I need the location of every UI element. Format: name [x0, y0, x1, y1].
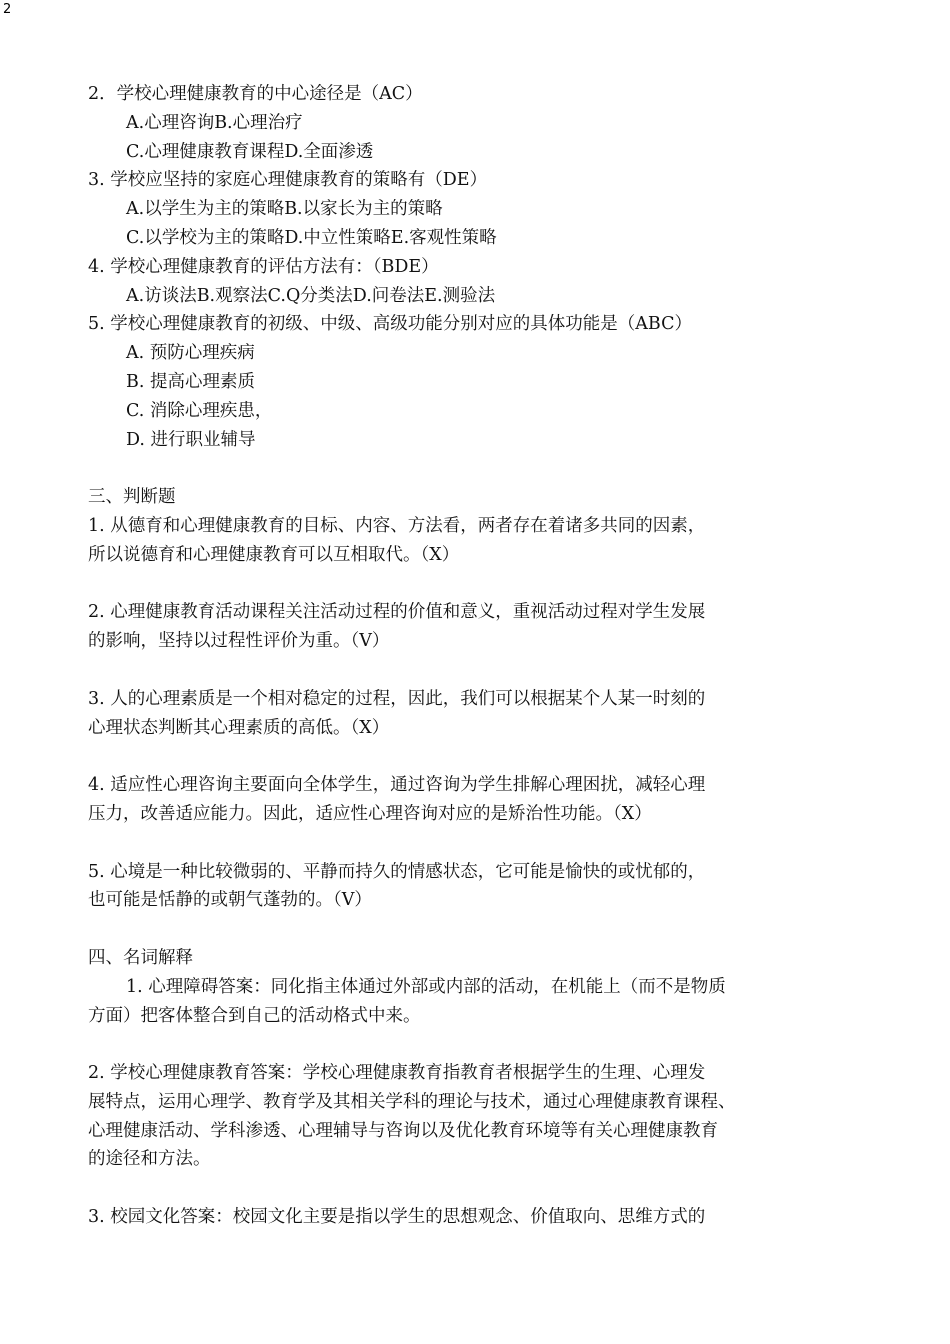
tf-item-2-line: 2. 心理健康教育活动课程关注活动过程的价值和意义，重视活动过程对学生发展 — [88, 602, 706, 623]
question-3-option-line: C.以学校为主的策略D.中立性策略E.客观性策略 — [126, 227, 497, 248]
tf-item-5-line: 5. 心境是一种比较微弱的、平静而持久的情感状态，它可能是愉快的或忧郁的， — [88, 861, 706, 882]
tf-item-4-line: 压力，改善适应能力。因此，适应性心理咨询对应的是矫治性功能。（X） — [88, 803, 652, 824]
spacer — [88, 570, 788, 599]
tf-item-1-line: 1. 从德育和心理健康教育的目标、内容、方法看，两者存在着诸多共同的因素， — [88, 515, 706, 536]
spacer — [88, 1030, 788, 1059]
question-4-option-line: A.访谈法B.观察法C.Q分类法D.问卷法E.测验法 — [126, 285, 496, 306]
tf-item-4-line: 4. 适应性心理咨询主要面向全体学生，通过咨询为学生排解心理困扰，减轻心理 — [88, 775, 706, 796]
spacer — [88, 1174, 788, 1203]
spacer — [88, 915, 788, 944]
tf-item-3-line: 3. 人的心理素质是一个相对稳定的过程，因此，我们可以根据某个人某一时刻的 — [88, 688, 706, 709]
definition-2-line: 展特点，运用心理学、教育学及其相关学科的理论与技术，通过心理健康教育课程、 — [88, 1091, 736, 1112]
question-5-stem: 5. 学校心理健康教育的初级、中级、高级功能分别对应的具体功能是（ABC） — [88, 314, 692, 335]
definition-2-line: 心理健康活动、学科渗透、心理辅导与咨询以及优化教育环境等有关心理健康教育 — [88, 1120, 718, 1141]
question-3-option-line: A.以学生为主的策略B.以家长为主的策略 — [126, 199, 443, 220]
tf-item-1-line: 所以说德育和心理健康教育可以互相取代。（X） — [88, 544, 460, 565]
page-number: 2 — [3, 2, 12, 17]
definition-1-line: 方面）把客体整合到自己的活动格式中来。 — [88, 1005, 421, 1026]
question-4-stem: 4. 学校心理健康教育的评估方法有：（BDE） — [88, 256, 439, 277]
spacer — [88, 656, 788, 685]
question-3-stem: 3. 学校应坚持的家庭心理健康教育的策略有（DE） — [88, 170, 488, 191]
spacer — [88, 742, 788, 771]
definition-2-line: 2. 学校心理健康教育答案：学校心理健康教育指教育者根据学生的生理、心理发 — [88, 1063, 706, 1084]
spacer — [88, 454, 788, 483]
question-5-option: C. 消除心理疾患， — [126, 400, 273, 421]
tf-item-5-line: 也可能是恬静的或朝气蓬勃的。（V） — [88, 890, 372, 911]
definition-3-line: 3. 校园文化答案：校园文化主要是指以学生的思想观念、价值取向、思维方式的 — [88, 1207, 706, 1228]
question-2-option-line: C.心理健康教育课程D.全面渗透 — [126, 141, 374, 162]
tf-item-3-line: 心理状态判断其心理素质的高低。（X） — [88, 717, 390, 738]
section-heading-true-false: 三、判断题 — [88, 487, 176, 508]
document-body — [88, 80, 788, 1232]
question-5-option: A. 预防心理疾病 — [126, 343, 255, 364]
definition-1-line: 1. 心理障碍答案：同化指主体通过外部或内部的活动，在机能上（而不是物质 — [126, 976, 726, 997]
question-2-stem: 2．学校心理健康教育的中心途径是（AC） — [88, 84, 423, 104]
question-2-option-line: A.心理咨询B.心理治疗 — [126, 112, 303, 133]
section-heading-definitions: 四、名词解释 — [88, 947, 193, 968]
question-5-option: B. 提高心理素质 — [126, 371, 255, 392]
question-5-option: D. 进行职业辅导 — [126, 429, 256, 450]
spacer — [88, 829, 788, 858]
definition-2-line: 的途径和方法。 — [88, 1149, 211, 1170]
tf-item-2-line: 的影响，坚持以过程性评价为重。（V） — [88, 631, 390, 652]
